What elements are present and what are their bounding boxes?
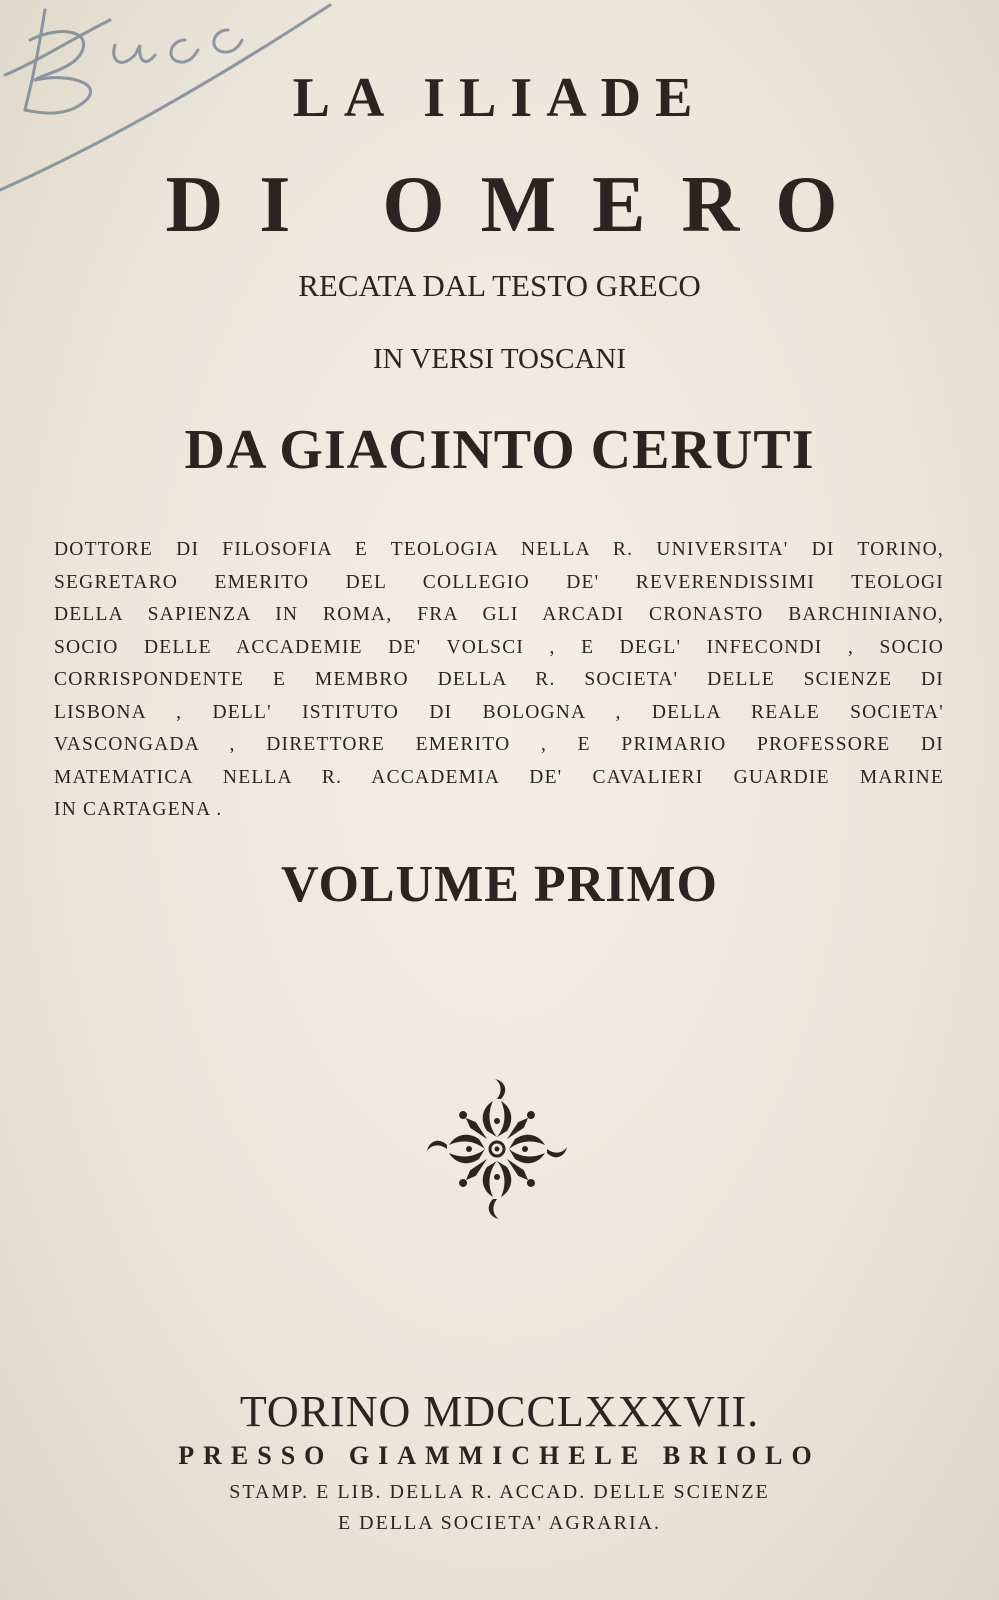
printer-name: PRESSO GIAMMICHELE BRIOLO (178, 1441, 821, 1470)
credentials-line: MATEMATICA NELLA R. ACCADEMIA DE' CAVALIERI GUARDIE MARINE (54, 766, 944, 788)
credentials-line: SOCIO DELLE ACCADEMIE DE' VOLSCI , E DEGL' INFECONDI , SOCIO (54, 636, 944, 658)
printer-detail-line-2: E DELLA SOCIETA' AGRARIA. (337, 1512, 662, 1534)
floral-ornament-icon (422, 1074, 572, 1224)
credentials-line: IN CARTAGENA . (54, 799, 223, 820)
title-line-1: LA ILIADE (292, 67, 707, 129)
author-line: DA GIACINTO CERUTI (184, 419, 815, 481)
subtitle-line-1: RECATA DAL TESTO GRECO (298, 268, 701, 303)
volume-label: VOLUME PRIMO (280, 856, 719, 913)
credentials-line: LISBONA , DELL' ISTITUTO DI BOLOGNA , DELLA REALE SOCIETA' (54, 701, 944, 723)
printer-detail-line-1: STAMP. E LIB. DELLA R. ACCAD. DELLE SCIENZE (229, 1481, 770, 1503)
credentials-line: SEGRETARO EMERITO DEL COLLEGIO DE' REVERENDISSIMI TEOLOGI (54, 571, 944, 593)
title-line-2: DI OMERO (165, 161, 874, 249)
imprint-place-date: TORINO MDCCLXXXVII. (239, 1387, 760, 1436)
credentials-line: DELLA SAPIENZA IN ROMA, FRA GLI ARCADI CRONASTO BARCHINIANO, (54, 604, 944, 625)
credentials-line: DOTTORE DI FILOSOFIA E TEOLOGIA NELLA R. UNIVERSITA' DI TORINO, (54, 539, 944, 560)
subtitle-line-2: IN VERSI TOSCANI (373, 343, 626, 375)
credentials-line: CORRISPONDENTE E MEMBRO DELLA R. SOCIETA' DELLE SCIENZE DI (54, 669, 944, 690)
credentials-line: VASCONGADA , DIRETTORE EMERITO , E PRIMARIO PROFESSORE DI (54, 734, 944, 755)
author-credentials (54, 534, 944, 827)
